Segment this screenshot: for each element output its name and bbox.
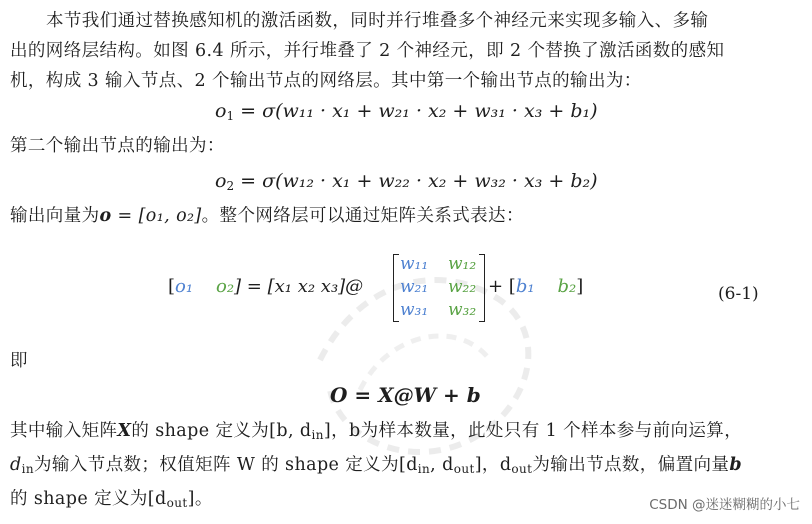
shape-line-2: $d_{in}$为输入节点数；权值矩阵 W 的 shape 定义为[$d_{in}$, $d_{out}$]，$d_{out}$为输出节点数，偏置向量b: [10, 455, 742, 476]
output-vector-paragraph: 输出向量为o = [o₁, o₂]。整个网络层可以通过矩阵关系式表达：: [10, 206, 524, 226]
intro-paragraph: [10, 6, 805, 96]
o1-label: o₁: [175, 276, 194, 297]
weight-matrix: [393, 254, 485, 322]
equation-output-1: $o_1 = \sigma(w_{11} \cdot x_1 + w_{21} \cdot x_2 + w_{31} \cdot x_3 + b_1)$: [215, 100, 598, 123]
intro-line-1: 本节我们通过替换感知机的激活函数，同时并行堆叠多个神经元来实现多输入、多输: [46, 11, 709, 31]
ji-paragraph: 即: [10, 351, 28, 371]
b1-label: b₁: [515, 276, 535, 297]
w11: w₁₁: [400, 254, 429, 274]
o2-label: o₂: [215, 276, 235, 297]
w12: w₁₂: [448, 254, 477, 274]
second-output-paragraph: 第二个输出节点的输出为：: [10, 136, 225, 156]
matrix-bracket-right: [479, 254, 485, 322]
intro-line-3: 机，构成 3 输入节点、2 个输出节点的网络层。其中第一个输出节点的输出为：: [10, 71, 642, 91]
b2-label: b₂: [557, 276, 577, 297]
intro-line-2: 出的网络层结构。如图 6.4 所示，并行堆叠了 2 个神经元，即 2 个替换了激活函数的感知: [10, 41, 725, 61]
equation-number: (6-1): [718, 284, 759, 304]
shape-line-3: 的 shape 定义为$[d_{out}]$。: [10, 489, 213, 510]
shape-line-1: 其中输入矩阵X的 shape 定义为[b, $d_{in}$]，b为样本数量，此处只有 1 个样本参与前向运算，: [10, 421, 743, 442]
matrix-equation: [o₁ o₂] = [x₁ x₂ x₃]@: [168, 276, 364, 297]
w22: w₂₂: [448, 277, 477, 297]
bias-vector: + [b₁ b₂]: [488, 276, 584, 297]
w32: w₃₂: [448, 300, 477, 320]
w31: w₃₁: [400, 300, 429, 320]
w21: w₂₁: [400, 277, 429, 297]
matrix-bracket-left: [393, 254, 399, 322]
csdn-watermark: CSDN @迷迷糊糊的小七: [649, 497, 800, 513]
equation-output-2: $o_2 = \sigma(w_{12} \cdot x_1 + w_{22} \cdot x_2 + w_{32} \cdot x_3 + b_2)$: [215, 170, 598, 193]
compact-equation: O = X@W + b: [330, 383, 481, 407]
